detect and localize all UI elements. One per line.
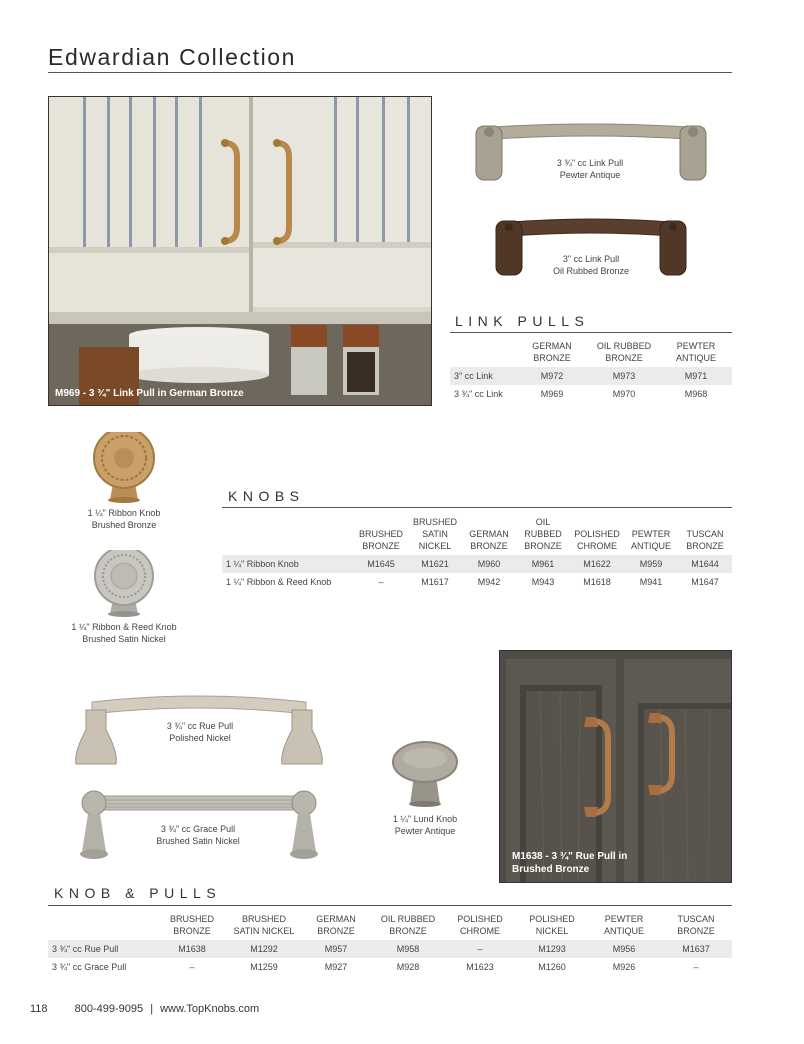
knobs-header-row <box>222 516 732 555</box>
knobs-col-header: BRUSHED BRONZE <box>358 529 403 551</box>
ribbon-reed-knob-finish: Brushed Satin Nickel <box>82 634 166 644</box>
knob-pulls-col-header: TUSCAN BRONZE <box>677 914 715 936</box>
link-pull-pewter-finish: Pewter Antique <box>559 170 621 180</box>
cabinet-photo-top-image <box>49 97 432 406</box>
link-pull-oil-finish: Oil Rubbed Bronze <box>552 266 630 276</box>
ribbon-knob-image <box>88 432 160 504</box>
ribbon-knob-finish: Brushed Bronze <box>91 520 157 530</box>
table-row: 1 ¼" Ribbon Knob M1645 M1621 M960 M961 M1622 M959 M1644 <box>222 555 732 573</box>
table-row: 3 ¾" cc Grace Pull – M1259 M927 M928 M1623 M1260 M926 – <box>52 962 699 972</box>
grace-pull-finish: Brushed Satin Nickel <box>156 836 240 846</box>
knobs-col-header: GERMAN BRONZE <box>469 529 509 551</box>
knobs-col-header: POLISHED CHROME <box>574 529 620 551</box>
knobs-table <box>222 516 732 591</box>
knob-pulls-col-header: BRUSHED SATIN NICKEL <box>233 914 295 936</box>
lund-knob-name: 1 ¼" Lund Knob <box>392 814 458 824</box>
ribbon-knob-name: 1 ¼" Ribbon Knob <box>87 508 161 518</box>
link-pulls-header-row <box>450 340 732 367</box>
ribbon-knob-label <box>64 507 184 531</box>
ribbon-reed-knob-image <box>88 550 160 618</box>
link-pull-pewter-name: 3 ¾" cc Link Pull <box>556 158 624 168</box>
page-footer <box>30 1003 259 1015</box>
knobs-col-header: BRUSHED SATIN NICKEL <box>412 517 457 551</box>
knobs-col-header: TUSCAN BRONZE <box>686 529 724 551</box>
ribbon-reed-knob-label <box>54 621 194 645</box>
lund-knob-image <box>390 740 460 808</box>
table-row: 1 ¼" Ribbon & Reed Knob – M1617 M942 M943 M1618 M941 M1647 <box>226 577 719 587</box>
knob-pulls-col-header: POLISHED NICKEL <box>529 914 575 936</box>
knob-pulls-heading: KNOB & PULLS <box>54 885 222 901</box>
page-number: 118 <box>30 1003 48 1015</box>
link-pull-oil-name: 3" cc Link Pull <box>562 254 620 264</box>
footer-separator: | <box>150 1003 154 1015</box>
phone-number: 800-499-9095 <box>74 1003 144 1015</box>
cabinet-photo-top-caption: M969 - 3 ¾" Link Pull in German Bronze <box>55 388 244 399</box>
grace-pull-label <box>138 823 258 847</box>
table-row: 3 ¾" cc Rue Pull M1638 M1292 M957 M958 – M1293 M956 M1637 <box>48 940 732 958</box>
lund-knob-finish: Pewter Antique <box>394 826 456 836</box>
cabinet-photo-bottom-caption-line1: M1638 - 3 ¾" Rue Pull in <box>512 851 628 862</box>
knob-pulls-table <box>48 913 732 976</box>
cabinet-photo-bottom <box>499 650 732 883</box>
knob-pulls-header-row <box>48 913 732 940</box>
rue-pull-label <box>140 720 260 744</box>
knob-pulls-divider <box>48 905 732 906</box>
table-row: 3" cc Link M972 M973 M971 <box>450 367 732 385</box>
lund-knob-label <box>366 813 484 837</box>
link-pulls-col-header: PEWTER ANTIQUE <box>675 341 716 363</box>
link-pulls-table <box>450 340 732 403</box>
table-row: 3 ¾" cc Link M969 M970 M968 <box>454 389 708 399</box>
link-pulls-col-header: GERMAN BRONZE <box>532 341 572 363</box>
link-pulls-heading: LINK PULLS <box>455 313 590 329</box>
ribbon-reed-knob-name: 1 ¼" Ribbon & Reed Knob <box>71 622 177 632</box>
knob-pulls-col-header: POLISHED CHROME <box>457 914 503 936</box>
title-divider <box>48 72 732 73</box>
link-pulls-divider <box>450 332 732 333</box>
rue-pull-finish: Polished Nickel <box>169 733 231 743</box>
knob-pulls-col-header: OIL RUBBED BRONZE <box>380 914 436 936</box>
knob-pulls-col-header: GERMAN BRONZE <box>316 914 356 936</box>
cabinet-photo-top <box>48 96 432 406</box>
rue-pull-name: 3 ¾" cc Rue Pull <box>166 721 234 731</box>
grace-pull-name: 3 ¾" cc Grace Pull <box>160 824 236 834</box>
link-pull-oil-label <box>530 253 652 277</box>
knob-pulls-col-header: PEWTER ANTIQUE <box>603 914 644 936</box>
knobs-col-header: OIL RUBBED BRONZE <box>524 517 562 551</box>
cabinet-photo-bottom-caption-line2: Brushed Bronze <box>512 864 590 875</box>
link-pulls-col-header: OIL RUBBED BRONZE <box>596 341 652 363</box>
cabinet-photo-bottom-caption <box>512 850 627 876</box>
link-pull-pewter-label <box>530 157 650 181</box>
knobs-divider <box>222 507 732 508</box>
page-title: Edwardian Collection <box>48 44 297 70</box>
website-link[interactable]: www.TopKnobs.com <box>160 1003 260 1015</box>
knobs-col-header: PEWTER ANTIQUE <box>630 529 671 551</box>
knob-pulls-col-header: BRUSHED BRONZE <box>169 914 214 936</box>
knobs-heading: KNOBS <box>228 488 305 504</box>
